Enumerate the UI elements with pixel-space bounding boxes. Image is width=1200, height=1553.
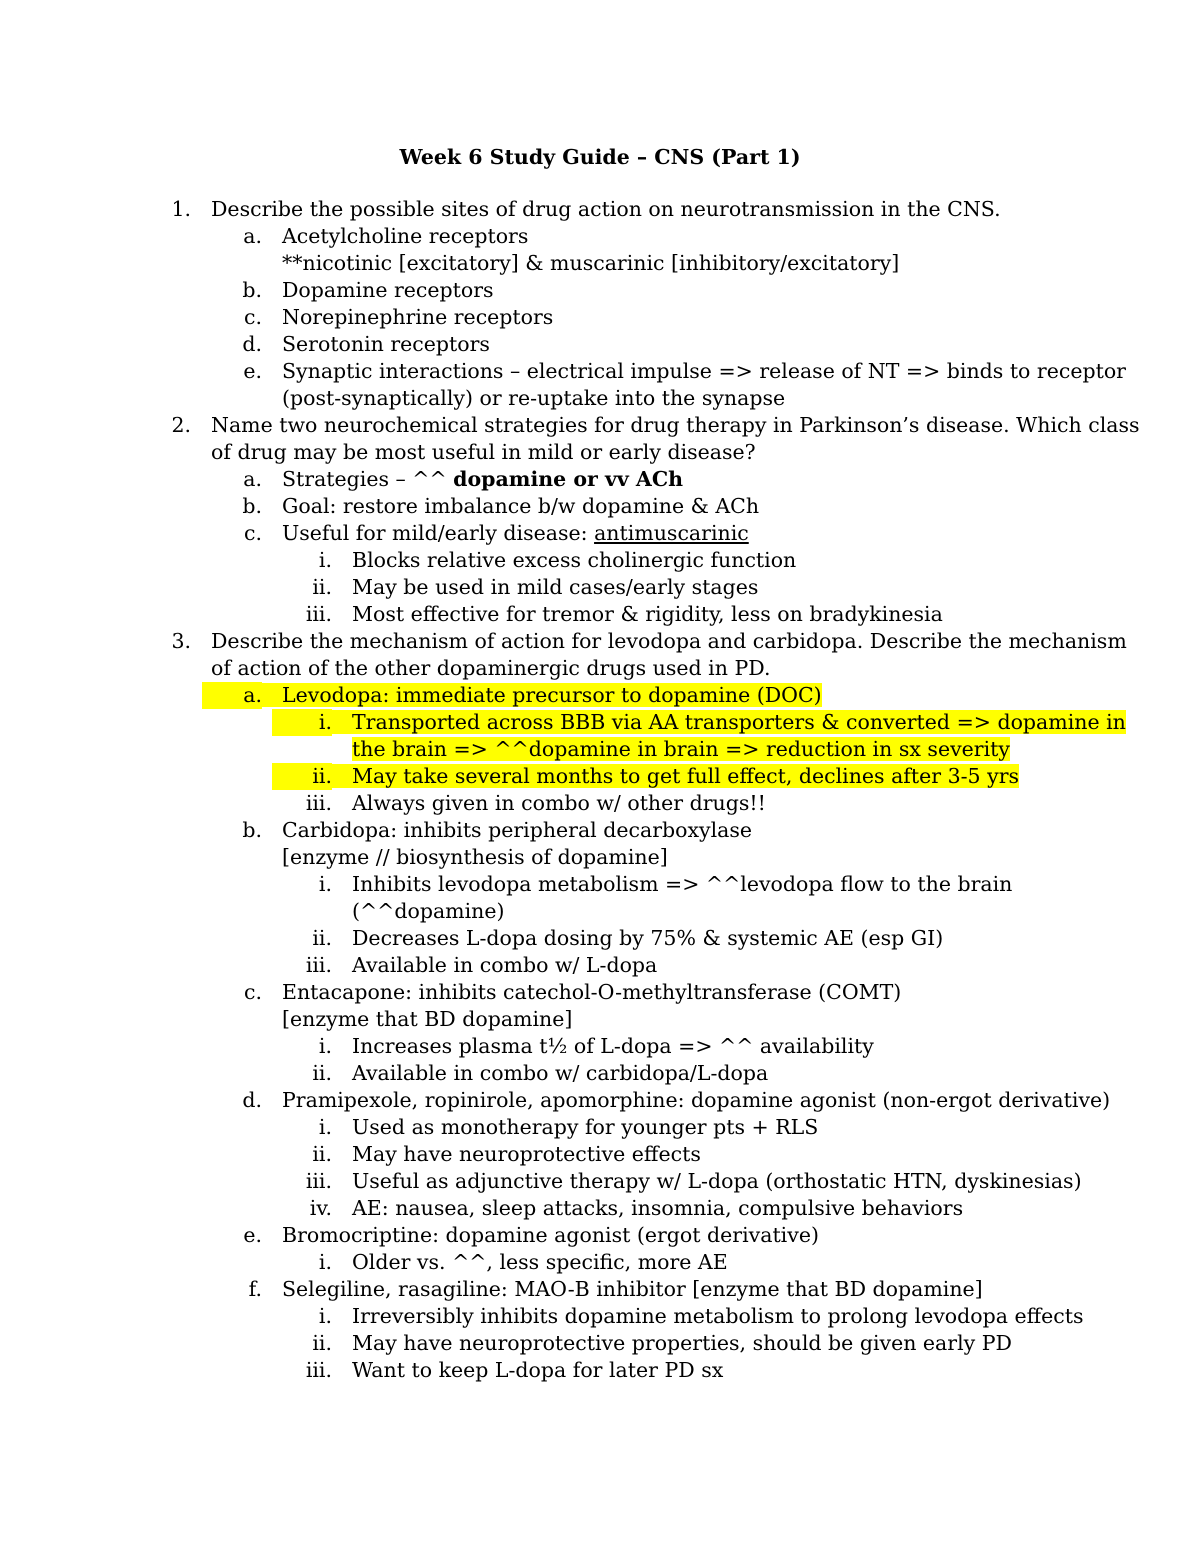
item-text-main: Transported across BBB via AA transporters & converted => dopamine in: [332, 710, 1126, 734]
item-text-main: Most effective for tremor & rigidity, less on bradykinesia: [352, 602, 943, 626]
item-marker: a.: [243, 467, 262, 491]
outline-item-level-1: [0, 439, 1200, 466]
item-text: [352, 925, 943, 952]
item-text: [282, 1006, 572, 1033]
item-marker: i.: [318, 548, 332, 572]
outline-item-level-3: [0, 1114, 1200, 1141]
item-text-main: Synaptic interactions – electrical impulse => release of NT => binds to receptor: [282, 359, 1126, 383]
outline-item-level-2: [0, 277, 1200, 304]
item-text-main: Goal: restore imbalance b/w dopamine & ACh: [282, 494, 760, 518]
outline-item-level-1: [0, 655, 1200, 682]
item-marker: iv.: [309, 1196, 332, 1220]
item-text: [352, 1168, 1082, 1195]
item-marker: i.: [318, 872, 332, 896]
outline-item-level-2: [0, 1276, 1200, 1303]
item-marker: iii.: [305, 953, 332, 977]
item-text: [282, 385, 785, 412]
item-marker: iii.: [305, 1169, 332, 1193]
outline-item-level-2: [0, 385, 1200, 412]
outline-item-level-3: [0, 1249, 1200, 1276]
item-text-main: May have neuroprotective properties, should be given early PD: [352, 1331, 1012, 1355]
item-marker: i.: [318, 1250, 332, 1274]
item-text: [352, 952, 657, 979]
item-marker: iii.: [305, 602, 332, 626]
item-text-main: Irreversibly inhibits dopamine metabolism to prolong levodopa effects: [352, 1304, 1084, 1328]
item-marker: a.: [202, 682, 262, 709]
item-text-main: Useful for mild/early disease:: [282, 521, 595, 545]
item-text-main: the brain => ^^dopamine in brain => reduction in sx severity: [352, 737, 1010, 761]
item-text-main: Describe the possible sites of drug action on neurotransmission in the CNS.: [211, 197, 1001, 221]
item-text: [352, 1357, 723, 1384]
item-text: [352, 1033, 874, 1060]
item-marker: ii.: [312, 1331, 332, 1355]
item-text-main: Serotonin receptors: [282, 332, 490, 356]
item-text: [352, 547, 796, 574]
outline-item-level-2: [0, 682, 1200, 709]
outline-item-level-1: [0, 196, 1200, 223]
item-marker: a.: [243, 224, 262, 248]
outline-item-level-3: [0, 952, 1200, 979]
item-text: [282, 466, 683, 493]
item-text: [332, 763, 1019, 790]
item-text: [352, 790, 766, 817]
item-text-main: (post-synaptically) or re-uptake into the synapse: [282, 386, 786, 410]
item-text: [352, 736, 1010, 763]
item-text-main: Used as monotherapy for younger pts + RLS: [352, 1115, 819, 1139]
item-text-main: Available in combo w/ carbidopa/L-dopa: [352, 1061, 769, 1085]
item-marker: i.: [318, 1034, 332, 1058]
outline-item-level-3: [0, 1141, 1200, 1168]
outline-item-level-2: [0, 304, 1200, 331]
outline-item-level-2: [0, 817, 1200, 844]
item-text-main: Pramipexole, ropinirole, apomorphine: dopamine agonist (non-ergot derivative): [282, 1088, 1111, 1112]
item-underlined-text: antimuscarinic: [594, 521, 749, 545]
item-text: [211, 655, 770, 682]
outline-item-level-3: [0, 1195, 1200, 1222]
item-text-main: Want to keep L-dopa for later PD sx: [352, 1358, 724, 1382]
outline-item-level-3: [0, 1357, 1200, 1384]
item-text: [352, 1060, 768, 1087]
item-text: [282, 979, 901, 1006]
page-title: Week 6 Study Guide – CNS (Part 1): [399, 145, 801, 169]
item-marker: e.: [243, 1223, 262, 1247]
item-text: [352, 1249, 728, 1276]
outline-item-level-2: [0, 1087, 1200, 1114]
outline-item-level-3: [0, 574, 1200, 601]
item-marker: i.: [318, 1115, 332, 1139]
item-text: [282, 493, 759, 520]
outline-item-level-3: [0, 601, 1200, 628]
item-text-main: Blocks relative excess cholinergic function: [352, 548, 797, 572]
outline-item-level-2: [0, 358, 1200, 385]
item-text-main: May be used in mild cases/early stages: [352, 575, 759, 599]
item-text: [211, 412, 1140, 439]
item-text-main: AE: nausea, sleep attacks, insomnia, compulsive behaviors: [352, 1196, 964, 1220]
item-text: [352, 1195, 963, 1222]
item-marker: f.: [248, 1277, 262, 1301]
outline-item-level-3: [0, 1033, 1200, 1060]
item-text: [262, 682, 822, 709]
item-marker: iii.: [305, 1358, 332, 1382]
item-marker: ii.: [312, 926, 332, 950]
item-text-main: May take several months to get full effect, declines after 3-5 yrs: [332, 764, 1019, 788]
outline-item-level-2: [0, 223, 1200, 250]
item-text-main: [enzyme // biosynthesis of dopamine]: [282, 845, 668, 869]
item-text-main: Levodopa: immediate precursor to dopamine (DOC): [262, 683, 822, 707]
item-marker: c.: [244, 980, 262, 1004]
item-text: [282, 1222, 819, 1249]
outline-item-level-2: [0, 844, 1200, 871]
item-marker: i.: [318, 1304, 332, 1328]
item-text-main: [enzyme that BD dopamine]: [282, 1007, 573, 1031]
item-text: [282, 331, 490, 358]
item-text-main: Dopamine receptors: [282, 278, 494, 302]
item-text: [282, 223, 528, 250]
item-text: [332, 709, 1126, 736]
item-marker: 1.: [171, 197, 191, 221]
item-text-main: **nicotinic [excitatory] & muscarinic [inhibitory/excitatory]: [282, 251, 900, 275]
item-text-main: Increases plasma t½ of L-dopa => ^^ availability: [352, 1034, 874, 1058]
item-text: [352, 1141, 701, 1168]
item-text: [282, 844, 668, 871]
item-text-main: Decreases L-dopa dosing by 75% & systemic AE (esp GI): [352, 926, 944, 950]
item-marker: 2.: [171, 413, 191, 437]
item-bold-text: dopamine or vv ACh: [453, 467, 684, 491]
item-text: [352, 871, 1012, 898]
item-text-main: Useful as adjunctive therapy w/ L-dopa (orthostatic HTN, dyskinesias): [352, 1169, 1082, 1193]
item-marker: b.: [242, 494, 262, 518]
item-text-main: (^^dopamine): [352, 899, 505, 923]
item-marker: b.: [242, 818, 262, 842]
item-marker: ii.: [312, 1142, 332, 1166]
item-marker: c.: [244, 305, 262, 329]
item-text-main: Acetylcholine receptors: [282, 224, 529, 248]
item-text-main: Always given in combo w/ other drugs!!: [352, 791, 766, 815]
item-text-main: Bromocriptine: dopamine agonist (ergot derivative): [282, 1223, 819, 1247]
outline-item-level-3: [0, 1060, 1200, 1087]
item-text: [211, 439, 756, 466]
item-marker: b.: [242, 278, 262, 302]
outline-item-level-3: [0, 709, 1200, 736]
item-text: [352, 601, 943, 628]
outline-item-level-3: [0, 1168, 1200, 1195]
outline-item-level-3: [0, 1330, 1200, 1357]
item-marker: 3.: [171, 629, 191, 653]
item-text: [282, 1087, 1110, 1114]
outline-item-level-2: [0, 250, 1200, 277]
outline-item-level-3: [0, 790, 1200, 817]
item-marker: d.: [242, 332, 262, 356]
outline-item-level-3: [0, 1303, 1200, 1330]
outline-item-level-2: [0, 1006, 1200, 1033]
item-marker: d.: [242, 1088, 262, 1112]
outline-item-level-3: [0, 871, 1200, 898]
outline-item-level-3: [0, 736, 1200, 763]
item-text-main: Strategies – ^^: [282, 467, 454, 491]
outline-item-level-2: [0, 520, 1200, 547]
item-text: [282, 277, 494, 304]
outline-item-level-2: [0, 331, 1200, 358]
item-text: [282, 304, 553, 331]
item-text-main: Available in combo w/ L-dopa: [352, 953, 658, 977]
item-text: [352, 574, 758, 601]
item-marker: i.: [272, 709, 332, 736]
item-text-main: Carbidopa: inhibits peripheral decarboxylase: [282, 818, 753, 842]
outline-item-level-2: [0, 1222, 1200, 1249]
item-marker: c.: [244, 521, 262, 545]
item-marker: e.: [243, 359, 262, 383]
item-text-main: Entacapone: inhibits catechol-O-methyltransferase (COMT): [282, 980, 902, 1004]
outline-item-level-3: [0, 898, 1200, 925]
item-text-main: Selegiline, rasagiline: MAO-B inhibitor [enzyme that BD dopamine]: [282, 1277, 983, 1301]
outline-item-level-1: [0, 628, 1200, 655]
item-text: [211, 628, 1127, 655]
outline-item-level-3: [0, 925, 1200, 952]
item-text: [282, 250, 899, 277]
item-text: [352, 1303, 1084, 1330]
item-text: [282, 817, 752, 844]
item-text: [352, 1330, 1012, 1357]
item-marker: ii.: [312, 575, 332, 599]
item-text-main: Inhibits levodopa metabolism => ^^levodopa flow to the brain: [352, 872, 1013, 896]
item-text-main: Older vs. ^^, less specific, more AE: [352, 1250, 728, 1274]
item-text: [352, 1114, 818, 1141]
outline-item-level-3: [0, 547, 1200, 574]
item-text-main: May have neuroprotective effects: [352, 1142, 701, 1166]
item-marker: ii.: [312, 1061, 332, 1085]
outline-item-level-2: [0, 466, 1200, 493]
item-marker: ii.: [272, 763, 332, 790]
item-text: [282, 358, 1126, 385]
item-text-main: Name two neurochemical strategies for drug therapy in Parkinson’s disease. Which class: [211, 413, 1140, 437]
item-text: [282, 520, 749, 547]
outline-item-level-1: [0, 412, 1200, 439]
item-text-main: Norepinephrine receptors: [282, 305, 554, 329]
outline-item-level-2: [0, 493, 1200, 520]
outline-item-level-2: [0, 979, 1200, 1006]
item-text-main: Describe the mechanism of action for levodopa and carbidopa. Describe the mechanism: [211, 629, 1127, 653]
outline-item-level-3: [0, 763, 1200, 790]
item-marker: iii.: [305, 791, 332, 815]
item-text-main: of drug may be most useful in mild or early disease?: [211, 440, 756, 464]
item-text: [352, 898, 505, 925]
item-text: [211, 196, 1001, 223]
item-text-main: of action of the other dopaminergic drugs used in PD.: [211, 656, 771, 680]
item-text: [282, 1276, 983, 1303]
